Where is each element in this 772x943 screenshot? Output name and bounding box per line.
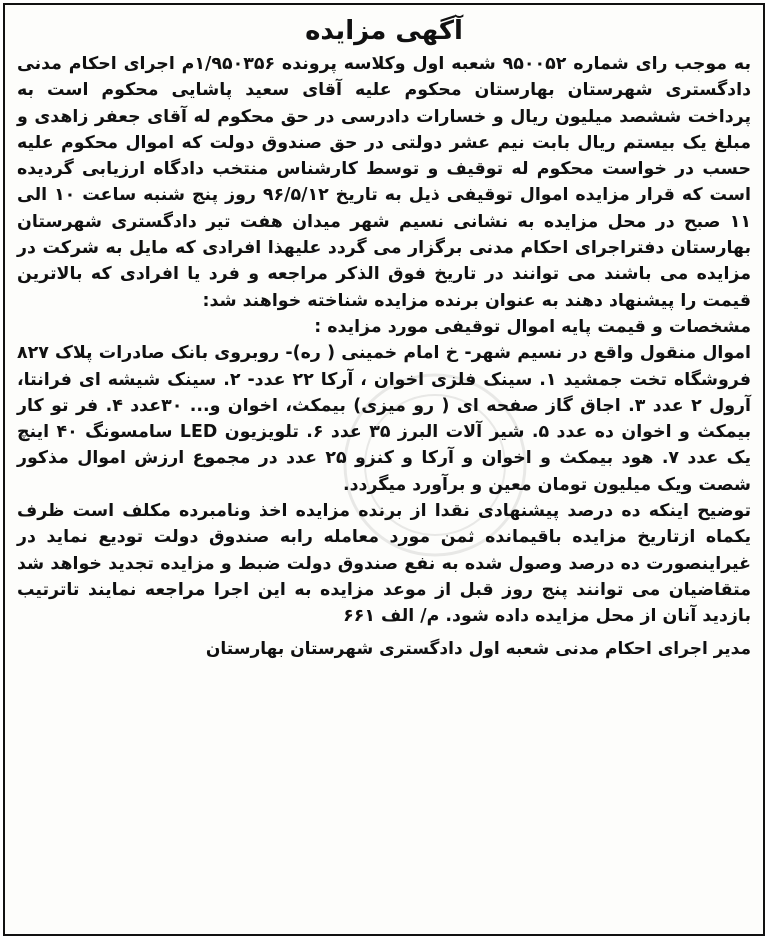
notice-signature: مدیر اجرای احکام مدنی شعبه اول دادگستری شهرستان بهارستان (205, 638, 751, 659)
notice-document (5, 5, 763, 934)
notice-title: آگهی مزایده (305, 16, 463, 46)
notice-paragraph-items: اموال منقول واقع در نسیم شهر- خ امام خمینی ( ره)- روبروی بانک صادرات پلاک ۸۲۷ فروشگاه تخت جمشید ۱. سینک فلزی اخوان ، آرکا ۲۲ عدد- ۲. سینک شیشه ای فرانتا، آرول ۲ عدد ۳. اجاق گاز صفحه ای ( رو میزی) بیمکث، اخوان و... ۳۰عدد ۴. فر تو کار بیمکث و اخوان ده عدد ۵. شیر آلات البرز ۳۵ عدد ۶. تلویزیون LED سامسونگ ۴۰ اینچ یک عدد ۷. هود بیمکث و اخوان و آرکا و کنزو ۲۵ عدد در مجموع ارزش اموال مذکور شصت ویک میلیون تومان معین و برآورد میگردد. (17, 343, 752, 495)
notice-paragraph-terms: توضیح اینکه ده درصد پیشنهادی نقدا از برنده مزایده اخذ ونامبرده مکلف است ظرف یکماه ازتاریخ مزایده باقیمانده ثمن مورد معامله رابه صندوق دولت تودیع نماید در غیراینصورت ده درصد وصول شده به نفع صندوق دولت ضبط و مزایده تجدید خواهد شد متقاضیان می توانند پنج روز قبل از موعد مزایده به این اجرا مراجعه نمایند تاترتیب بازدید آنان از محل مزایده داده شود. م/ الف ۶۶۱ (17, 501, 751, 627)
notice-frame (3, 3, 765, 936)
notice-paragraph-ruling: به موجب رای شماره ۹۵۰۰۵۲ شعبه اول وکلاسه پرونده ۱/۹۵۰۳۵۶م اجرای احکام مدنی دادگستری شهرستان بهارستان محکوم علیه آقای سعید پاشایی محکوم است به پرداخت ششصد میلیون ریال و خسارات دادرسی در حق محکوم له آقای جعفر زاهدی و مبلغ یک بیستم ریال بابت نیم عشر دولتی در حق صندوق دولت که اموال محکوم علیه حسب در خواست محکوم له توقیف و توسط کارشناس منتخب دادگاه ارزیابی گردیده است که قرار مزایده اموال توقیفی ذیل به تاریخ ۹۶/۵/۱۲ روز پنج شنبه ساعت ۱۰ الی ۱۱ صبح در محل مزایده به نشانی نسیم شهر میدان هفت تیر دادگستری شهرستان بهارستان دفتراجرای احکام مدنی برگزار می گردد علیهذا افرادی که مایل به شرکت در مزایده می باشند می توانند در تاریخ فوق الذکر مراجعه و فرد یا افرادی که بالاترین قیمت را پیشنهاد دهند به عنوان برنده مزایده شناخته خواهند شد: (17, 54, 751, 311)
notice-items-heading: مشخصات و قیمت پایه اموال توقیفی مورد مزایده : (314, 316, 751, 337)
